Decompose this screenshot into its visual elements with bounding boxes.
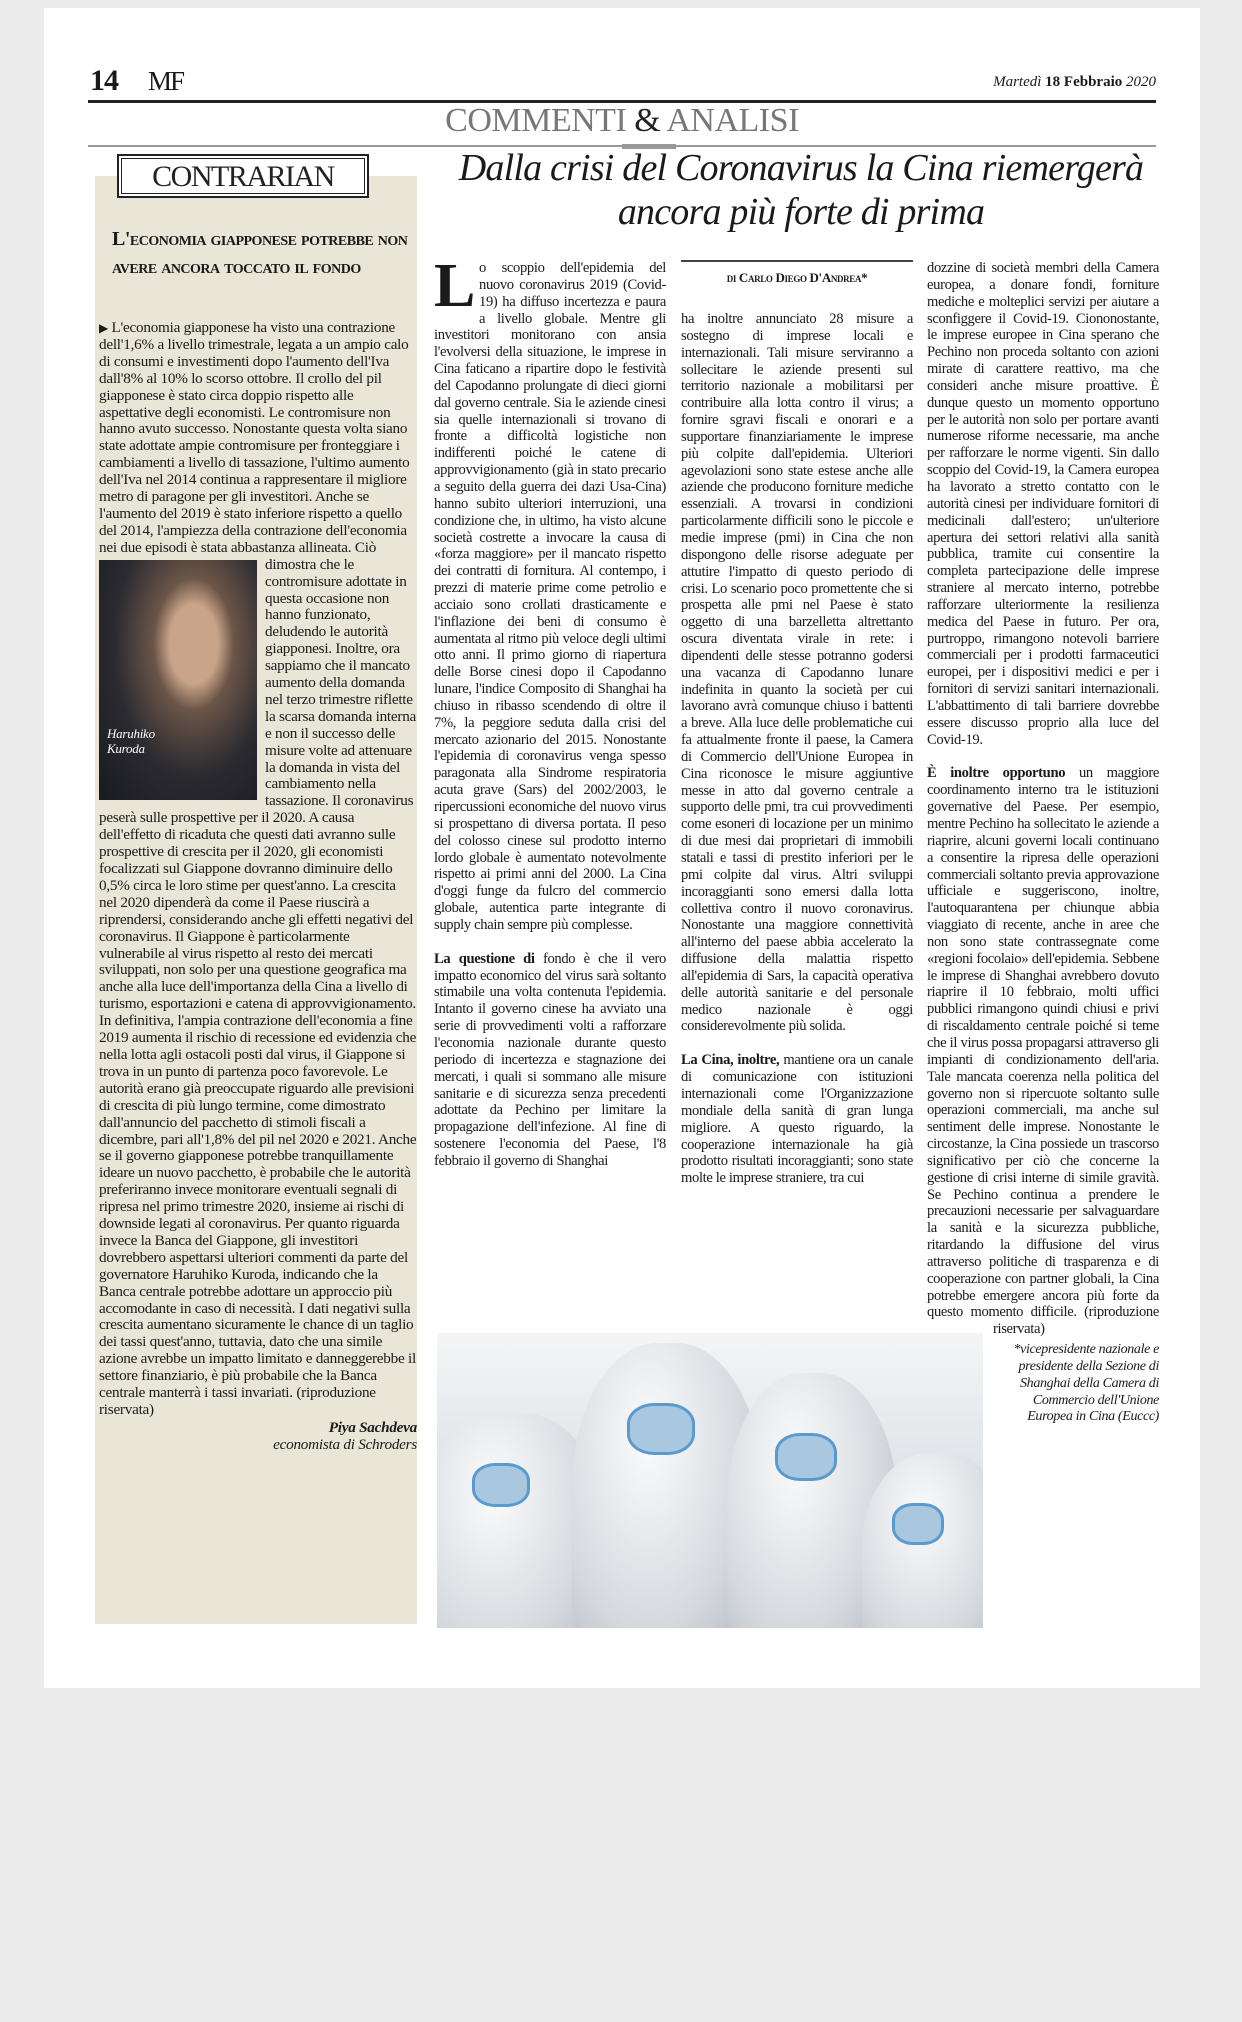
kuroda-photo xyxy=(99,560,257,800)
photo-caption xyxy=(107,726,155,756)
article-column-2 xyxy=(681,260,913,1187)
paragraph-lead: La questione di xyxy=(434,950,535,967)
byline: di Carlo Diego D'Andrea* xyxy=(681,260,913,308)
page-number: 14 xyxy=(90,64,118,97)
contrarian-label-text: CONTRARIAN xyxy=(121,158,365,194)
paragraph: fondo è che il vero impatto economico del virus sarà soltanto stimabile una volta contenuta l'epidemia. Intanto il governo cinese ha avviato una serie di provvedimenti volti a rafforzare l'economia nazionale durante questo periodo di incertezza e stagnazione dei mercati, i quali si sommano alle misure sanitarie e di sicurezza senza precedenti adottate da Pechino per limitare la propagazione dell'infezione. Al fine di sostenere l'economia del Paese, l'8 febbraio il governo di Shanghai xyxy=(434,950,666,1169)
section-amp: & xyxy=(634,102,661,139)
paragraph: ha inoltre annunciato 28 misure a sostegno di imprese locali e internazionali. Tali misure serviranno a sollecitare le aziende presenti sul territorio nazionale a mobilitarsi per contribuire alla lotta contro il virus; a fornire sgravi fiscali e onorari e a supportare finanziariamente le imprese più colpite dall'epidemia. Ulteriori agevolazioni sono state estese anche alle aziende che producono forniture mediche essenziali. A trovarsi in condizioni particolarmente difficili sono le piccole e medie imprese (pmi) in Cina che non dispongono delle risorse adeguate per attutire l'impatto di questo periodo di crisi. Lo scenario poco promettente che si prospetta alle pmi nel Paese è stato oggetto di una barzelletta altrettanto oscura diventata virale in rete: i dipendenti delle stesse potranno godersi una vacanza di Capodanno lunare indefinita in quanto la società per cui lavorano avrà comunque chiuso i battenti a breve. Alla luce delle problematiche cui fa attualmente fronte il paese, la Camera di Commercio dell'Unione Europea in Cina riconosce le misure aggiuntive messe in atto dal governo centrale a supporto delle pmi, tra cui provvedimenti come esoneri di locazione per un minimo di due mesi dai proprietari di immobili statali e tassi di prestito inferiori per le pmi colpite dal virus. Altri sviluppi incoraggianti sono emersi dalla lotta collettiva contro il nuovo coronavirus. Nonostante una maggiore connettività all'interno del paese abbia accelerato la diffusione della malattia rispetto all'epidemia di Sars, la capacità operativa delle autorità sanitarie e del personale medico nazionale è oggi considerevolmente più solida. xyxy=(681,311,913,1035)
issue-date xyxy=(993,74,1156,91)
author-footnote: *vicepresidente nazionale e presidente della Sezione di Shanghai della Camera di Commercio dell'Unione Europea in Cina (Euccc) xyxy=(1013,1342,1159,1425)
hazmat-workers-photo xyxy=(437,1333,983,1628)
sidebar-author: Piya Sachdeva xyxy=(328,1418,417,1436)
sidebar-article xyxy=(99,320,417,1454)
paragraph: un maggiore coordinamento interno tra le istituzioni governative del Paese. Per esempio, mentre Pechino ha sollecitato le aziende a riaprire, alcuni governi locali continuano a consentire la ripresa delle operazioni commerciali soltanto previa approvazione ufficiale e suggeriscono, inoltre, l'autoquarantena per chiunque abbia viaggiato di recente, anche in aree che non sono state contrassegnate come «regioni focolaio» dell'epidemia. Sebbene le imprese di Shanghai avrebbero dovuto riaprire il 10 febbraio, molti uffici pubblici rimangono quindi chiusi e privi di riscaldamento centrale poiché si teme che il virus possa propagarsi attraverso gli impianti di condizionamento dell'aria. Tale mancata coerenza nella politica del governo non si ripercuote soltanto sulle operazioni commerciali, ma anche sul sentiment delle imprese. Nonostante le circostanze, la Cina possiede un trascorso significativo per ciò che concerne la gestione di crisi interne di simile gravità. Se Pechino continua a prendere le precauzioni necessarie per salvaguardare la sanità e la sicurezza pubbliche, ritardando la diffusione del virus attraverso politiche di trasparenza e di cooperazione con partner globali, la Cina potrebbe emergere ancora più forte da questo momento difficile. (riproduzione riservata) xyxy=(927,765,1159,1338)
drop-cap: L xyxy=(434,252,476,320)
date-day: Martedì xyxy=(993,74,1042,90)
masthead-logo: MF xyxy=(148,66,184,96)
caption-line-1: Haruhiko xyxy=(107,725,155,741)
sidebar-text-2: contromisure adottate in questa occasione non hanno funzionato, deludendo le autorità giapponesi. Inoltre, ora sappiamo che il mancato aumento della domanda nel terzo trimestre riflette la scarsa domanda interna e non il successo delle misure volte ad attenuare la domanda in vista del cambiamento nella tassazione. Il coronavirus peserà sulle prospettive per il 2020. A causa dell'effetto di ricaduta che questi dati avranno sulle prospettive di crescita per il 2020, gli economisti focalizzati sul Giappone dovranno diminuire dello 0,5% circa le loro stime per quest'anno. La crescita nel 2020 dipenderà da come il Paese riuscirà a riprendersi, considerando anche gli effetti negativi del coronavirus. Il Giappone è particolarmente vulnerabile al virus rispetto al resto dei mercati sviluppati, non solo per una questione geografica ma anche alla luce dell'importanza della Cina a livello di turismo, esportazioni e catena di approvvigionamento. In definitiva, l'ampia contrazione dell'economia a fine 2019 aumenta il rischio di recessione ed evidenzia che nella lotta agli ostacoli posti dal virus, il Giappone si trova in un punto di partenza poco favorevole. Le autorità erano già preoccupate riguardo alle previsioni di crescita di più lungo termine, come dimostrato dall'annuncio del pacchetto di stimoli fiscali a dicembre, pari all'1,8% del pil nel 2020 e 2021. Anche se il governo giapponese potrebbe tranquillamente ideare un nuovo pacchetto, è probabile che le autorità preferiranno invece monitorare eventuali segnali di ripresa nel primo trimestre 2020, insieme ai rischi di downside legati al coronavirus. Per quanto riguarda invece la Banca del Giappone, gli investitori dovrebbero aspettarsi ulteriori commenti da parte del governatore Haruhiko Kuroda, indicando che la Banca centrale potrebbe adottare un approccio più accomodante in caso di necessità. I dati negativi sulla crescita aumentano sicuramente le chance di un taglio dei tassi quest'anno, tuttavia, dato che una simile azione avrebbe un impatto limitato e danneggerebbe il settore finanziario, è più probabile che la Banca centrale manterrà i tassi invariati. (riproduzione riservata) xyxy=(99,572,417,1418)
paragraph-lead: La Cina, inoltre, xyxy=(681,1052,780,1069)
section-left: COMMENTI xyxy=(445,102,627,139)
bullet-triangle-icon: ▶ xyxy=(99,321,108,335)
caption-line-2: Kuroda xyxy=(107,740,145,756)
sidebar-text-1: L'economia giapponese ha visto una contrazione dell'1,6% a livello trimestrale, legata a un ampio calo di consumi e investimenti dopo l'aumento dell'Iva dall'8% al 10% lo scorso ottobre. Il crollo del pil giapponese è stato circa doppio rispetto alle aspettative degli economisti. Le contromisure non hanno avuto successo. Nonostante questa volta siano state adottate ampie contromisure per fronteggiare i cambiamenti a livello di tassazione, l'ultimo aumento dell'Iva nel 2014 continua a rappresentare il migliore metro di paragone per gli investitori. Anche se l'aumento del 2019 è stato inferiore rispetto a quello del 2014, l'ampiezza della contrazione dell'economia nei due episodi è stata abbastanza allineata. Ciò dimostra che le xyxy=(99,319,410,573)
photo-wrap-area xyxy=(927,1322,993,2022)
paragraph-lead: È inoltre opportuno xyxy=(927,765,1066,782)
section-right: ANALISI xyxy=(666,102,799,139)
paragraph: mantiene ora un canale di comunicazione con istituzioni internazionali come l'Organizzazione mondiale della sanità di gran lunga migliore. A questo riguardo, la cooperazione internazionale ha già prodotto risultati incoraggianti; sono state molte le imprese straniere, tra cui xyxy=(681,1052,913,1187)
sidebar-author-role: economista di Schroders xyxy=(273,1435,417,1453)
date-year: 2020 xyxy=(1126,74,1156,90)
article-headline: Dalla crisi del Coronavirus la Cina riemergerà ancora più forte di prima xyxy=(458,147,1144,233)
date-main: 18 Febbraio xyxy=(1045,74,1123,90)
contrarian-label xyxy=(117,154,369,198)
article-column-3 xyxy=(927,260,1159,2022)
sidebar-title: L'economia giapponese potrebbe non avere ancora toccato il fondo xyxy=(112,228,408,278)
article-column-1 xyxy=(434,252,666,1170)
paragraph: dozzine di società membri della Camera europea, a donare fondi, forniture mediche e molteplici servizi per aiutare a sconfiggere il Covid-19. Ciononostante, le imprese europee in Cina sperano che Pechino non proceda soltanto con azioni mirate di carattere reattivo, ma che consideri anche misure proattive. È dunque questo un momento opportuno per le autorità non solo per portare avanti numerose riforme necessarie, ma anche per rafforzare le norme vigenti. Sin dallo scoppio del Covid-19, la Camera europea ha lavorato a stretto contatto con le autorità cinesi per individuare fornitori di medicinali dall'estero; un'ulteriore apertura dei settori relativi alla sanità pubblica, tramite cui consentire la completa partecipazione delle imprese straniere al mercato interno, potrebbe rafforzare ulteriormente la resilienza medica del Paese in futuro. Per ora, purtroppo, rimangono notevoli barriere commerciali per i prodotti farmaceutici europei, per i dispositivi medici e per i fornitori di servizi sanitari internazionali. L'abbattimento di tali barriere dovrebbe essere discusso proprio alla luce del Covid-19. xyxy=(927,260,1159,748)
newspaper-page xyxy=(44,8,1200,1688)
paragraph: o scoppio dell'epidemia del nuovo coronavirus 2019 (Covid-19) ha diffuso incertezza e paura a livello globale. Mentre gli investitori monitorano con ansia l'evolversi della situazione, le imprese in Cina faticano a ripartire dopo le festività del Capodanno prolungate di dieci giorni dal governo centrale. Sia le aziende cinesi sia quelle internazionali si trovano di fronte a difficoltà logistiche non indifferenti poiché le catene di approvvigionamento (già in stato precario a seguito della guerra dei dazi Usa-Cina) hanno subito ulteriori interruzioni, una condizione che, in ultimo, ha visto alcune società costrette a invocare la causa di «forza maggiore» per il mancato rispetto dei contratti di fornitura. Al contempo, i prezzi di materie prime come petrolio e acciaio sono crollati drasticamente e l'inflazione dei beni di consumo è aumentata al ritmo più veloce degli ultimi otto anni. Il primo giorno di riapertura delle Borse cinesi dopo il Capodanno lunare, l'indice Composito di Shanghai ha chiuso in ribasso scendendo di oltre il 7%, la peggiore seduta dalla crisi del mercato azionario del 2015. Nonostante l'epidemia di coronavirus venga spesso paragonata alla Sindrome respiratoria acuta grave (Sars) del 2002/2003, le ripercussioni economiche del nuovo virus si prospettano di diversa portata. Il peso del colosso cinese sul prodotto interno lordo globale è aumentato notevolmente rispetto ai primi anni del 2000. La Cina d'oggi funge da fulcro del commercio globale, autentica parte integrante di supply chain sempre più complesse. xyxy=(434,260,666,933)
section-title xyxy=(44,102,1200,140)
